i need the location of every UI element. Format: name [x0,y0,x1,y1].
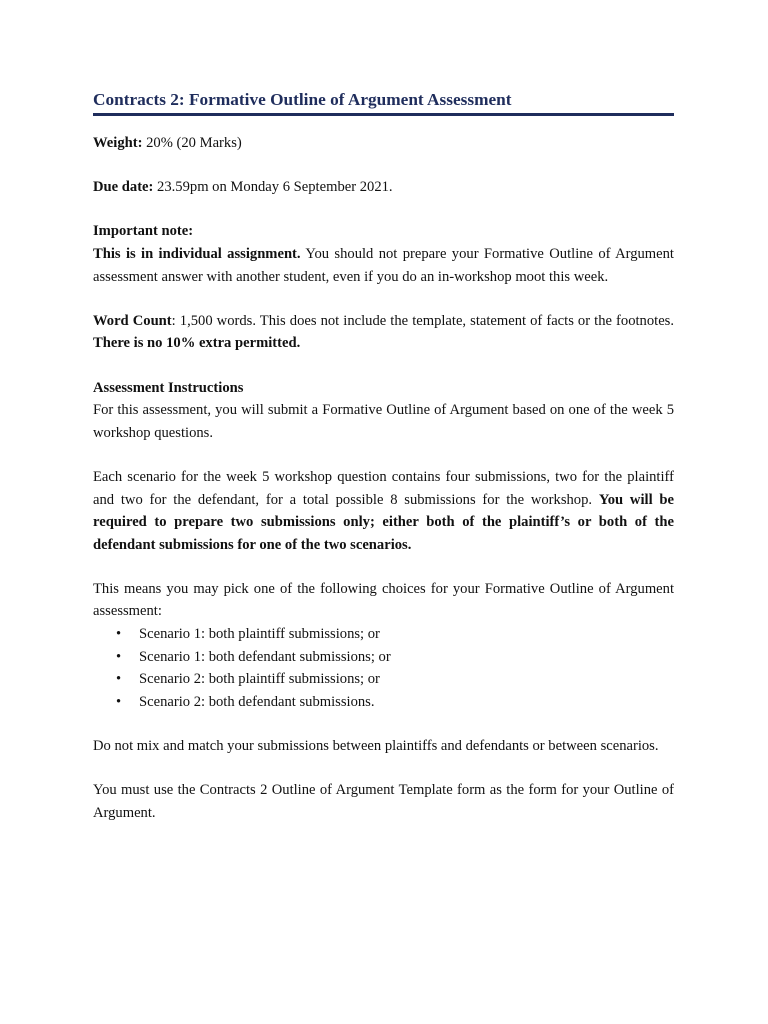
scenario-text: Each scenario for the week 5 workshop question contains four submissions, two for the plaintiff and two for the defendant, for a total possible 8 submissions for the workshop. [93,468,674,508]
assessment-instructions-heading: Assessment Instructions [93,379,244,396]
weight-value: 20% (20 Marks) [142,135,242,151]
scenario-bold: You will be required to prepare two submissions only; either both of the plaintiff’s or both of the defendant submissions for one of the two scenarios. [93,491,674,553]
list-item: • Scenario 1: both defendant submissions; or [93,646,674,669]
due-date-value: 23.59pm on Monday 6 September 2021. [153,179,393,196]
due-date-line [93,176,674,199]
important-note-bold: This is in individual assignment. [93,245,301,262]
no-mix-paragraph: Do not mix and match your submissions between plaintiffs and defendants or between scenarios. [93,738,659,755]
list-item: • Scenario 2: both plaintiff submissions; or [93,668,674,691]
bullet-icon: • [116,693,122,710]
choices-list [93,623,674,713]
choices-intro: This means you may pick one of the following choices for your Formative Outline of Argument assessment: [93,580,674,620]
word-count-text: : 1,500 words. This does not include the template, statement of facts or the footnotes. [171,312,674,329]
template-note-paragraph: You must use the Contracts 2 Outline of Argument Template form as the form for your Outline of Argument. [93,782,674,821]
list-item: • Scenario 2: both defendant submissions. [93,691,674,714]
document-body [93,88,674,824]
bullet-icon: • [116,671,122,688]
scenario-paragraph [93,466,674,556]
list-item: • Scenario 1: both plaintiff submissions; or [93,623,674,646]
document-title: Contracts 2: Formative Outline of Argument Assessment [93,88,674,116]
assessment-instructions-intro: For this assessment, you will submit a Formative Outline of Argument based on one of the week 5 workshop questions. [93,402,674,441]
due-date-label: Due date: [93,179,154,196]
word-count-paragraph [93,310,674,355]
important-note-text: You should not prepare your Formative Outline of Argument assessment answer with another student, even if you do an in-workshop moot this week. [93,245,674,285]
weight-line [93,132,674,155]
word-count-label: Word Count [93,312,172,329]
important-note-paragraph [93,243,674,288]
word-count-bold: There is no 10% extra permitted. [93,335,301,352]
weight-label: Weight: [93,135,143,151]
bullet-icon: • [116,648,122,665]
bullet-icon: • [116,626,122,643]
important-note-heading: Important note: [93,223,194,240]
